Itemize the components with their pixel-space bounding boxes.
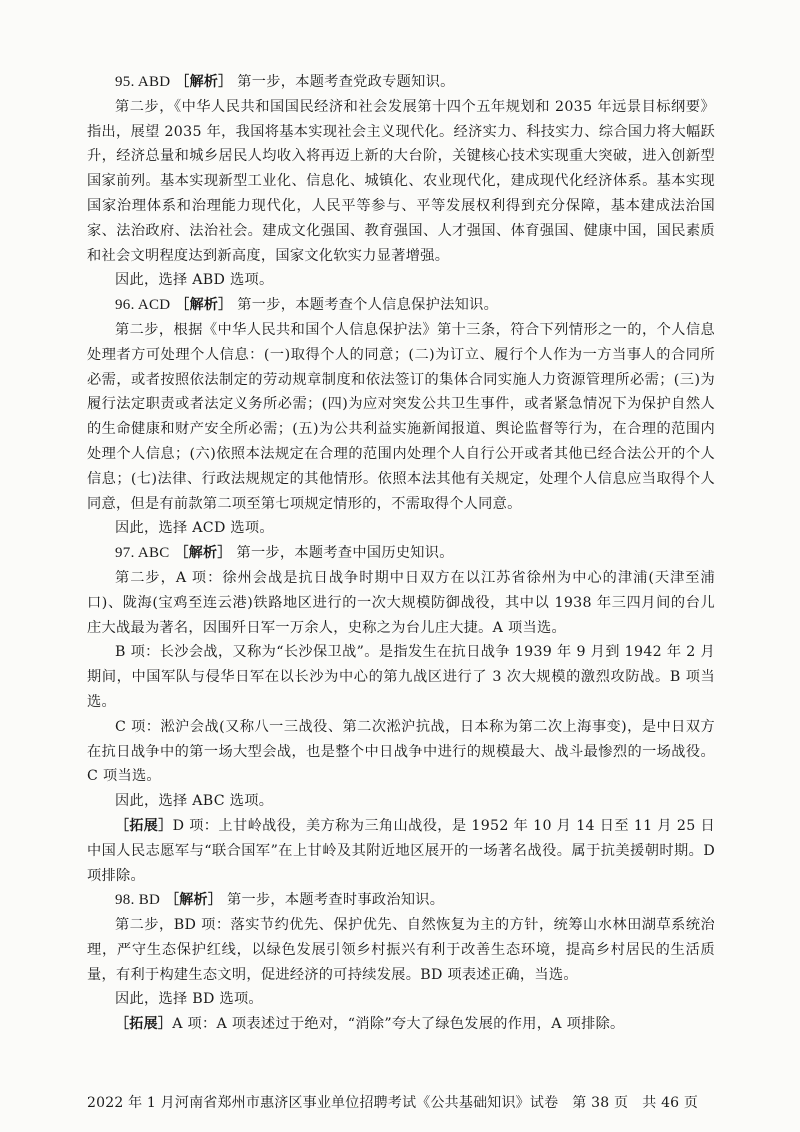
conclusion: 因此，选择 ACD 选项。 (115, 520, 274, 537)
question-number: 97. ABC (115, 545, 170, 562)
paragraph: 第二步，《中华人民共和国国民经济和社会发展第十四个五年规划和 2035 年远景目标纲要》指出，展望 2035 年，我国将基本实现社会主义现代化。经济实力、科技实力、综合国力将大幅跃升，经济总量和城乡居民人均收入将再迈上新的大台阶，关键核心技术实现重大突破，进入创新型国家前列。基本实现新型工业化、信息化、城镇化、农业现代化，建成现代化经济体系。基本实现国家治理体系和治理能力现代化，人民平等参与、平等发展权利得到充分保障，基本建成法治国家、法治政府、法治社会。建成文化强国、教育强国、人才强国、体育强国、健康中国，国民素质和社会文明程度达到新高度，国家文化软实力显著增强。 (87, 98, 715, 264)
question-98-header (87, 888, 715, 913)
question-number: 95. ABD (115, 74, 171, 90)
analysis-tag: ［解析］ (164, 892, 223, 909)
step-one-text: 第一步，本题考查个人信息保护法知识。 (237, 297, 499, 314)
extension-paragraph (87, 814, 715, 888)
step-one-text: 第一步，本题考查党政专题知识。 (237, 74, 455, 90)
paragraph-option-b: B 项：长沙会战，又称为“长沙保卫战”。是指发生在抗日战争 1939 年 9 月到 1942 年 2 月期间，中国军队与侵华日军在以长沙为中心的第九战区进行了 3 次大规模的激烈攻防战。B 项当选。 (87, 644, 715, 710)
question-number: 98. BD (115, 892, 161, 909)
analysis-tag: ［解析］ (175, 74, 233, 90)
exam-title: 2022 年 1 月河南省郑州市惠济区事业单位招聘考试《公共基础知识》试卷 (87, 1095, 559, 1111)
page-total: 共 46 页 (642, 1095, 699, 1111)
analysis-tag: ［解析］ (175, 297, 233, 314)
page-number: 第 38 页 (572, 1095, 629, 1111)
extension-text: D 项：上甘岭战役，美方称为三角山战役，是 1952 年 10 月 14 日至 11 月 25 日中国人民志愿军与“联合国军”在上甘岭及其附近地区展开的一场著名战役。属于抗美援朝时期。D 项排除。 (87, 817, 715, 884)
page-footer (87, 1093, 727, 1113)
conclusion: 因此，选择 BD 选项。 (115, 991, 263, 1008)
question-96-header (87, 293, 715, 318)
conclusion: 因此，选择 ABC 选项。 (115, 793, 274, 810)
question-97-header (87, 541, 715, 566)
extension-paragraph (87, 1012, 715, 1037)
paragraph: 第二步，根据《中华人民共和国个人信息保护法》第十三条，符合下列情形之一的，个人信息处理者方可处理个人信息：(一)取得个人的同意；(二)为订立、履行个人作为一方当事人的合同所必需，或者按照依法制定的劳动规章制度和依法签订的集体合同实施人力资源管理所必需；(三)为履行法定职责或者法定义务所必需；(四)为应对突发公共卫生事件，或者紧急情况下为保护自然人的生命健康和财产安全所必需；(五)为公共利益实施新闻报道、舆论监督等行为，在合理的范围内处理个人信息；(六)依照本法规定在合理的范围内处理个人自行公开或者其他已经合法公开的个人信息；(七)法律、行政法规规定的其他情形。依照本法其他有关规定，处理个人信息应当取得个人同意，但是有前款第二项至第七项规定情形的，不需取得个人同意。 (87, 321, 715, 512)
question-95-header (87, 70, 715, 95)
question-number: 96. ACD (115, 297, 171, 314)
paragraph: 第二步，BD 项：落实节约优先、保护优先、自然恢复为主的方针，统筹山水林田湖草系统治理，严守生态保护红线，以绿色发展引领乡村振兴有利于改善生态环境，提高乡村居民的生活质量，有利于构建生态文明，促进经济的可持续发展。BD 项表述正确，当选。 (87, 917, 715, 983)
step-one-text: 第一步，本题考查中国历史知识。 (236, 545, 454, 562)
conclusion: 因此，选择 ABD 选项。 (115, 272, 274, 289)
answer-explanations (87, 70, 715, 1037)
extension-tag: ［拓展］ (115, 1016, 173, 1033)
analysis-tag: ［解析］ (174, 545, 232, 562)
extension-text: A 项：A 项表述过于绝对，“消除”夸大了绿色发展的作用，A 项排除。 (172, 1016, 625, 1033)
paragraph-option-c: C 项：淞沪会战(又称八一三战役、第二次淞沪抗战，日本称为第二次上海事变)，是中日双方在抗日战争中的第一场大型会战，也是整个中日战争中进行的规模最大、战斗最惨烈的一场战役。C 项当选。 (87, 718, 715, 785)
paragraph-option-a: 第二步，A 项：徐州会战是抗日战争时期中日双方在以江苏省徐州为中心的津浦(天津至浦口)、陇海(宝鸡至连云港)铁路地区进行的一次大规模防御战役，其中以 1938 年三四月间的台儿庄大战最为著名，因围歼日军一万余人，史称之为台儿庄大捷。A 项当选。 (87, 569, 715, 636)
step-one-text: 第一步，本题考查时事政治知识。 (226, 892, 445, 909)
extension-tag: ［拓展］ (115, 817, 173, 834)
